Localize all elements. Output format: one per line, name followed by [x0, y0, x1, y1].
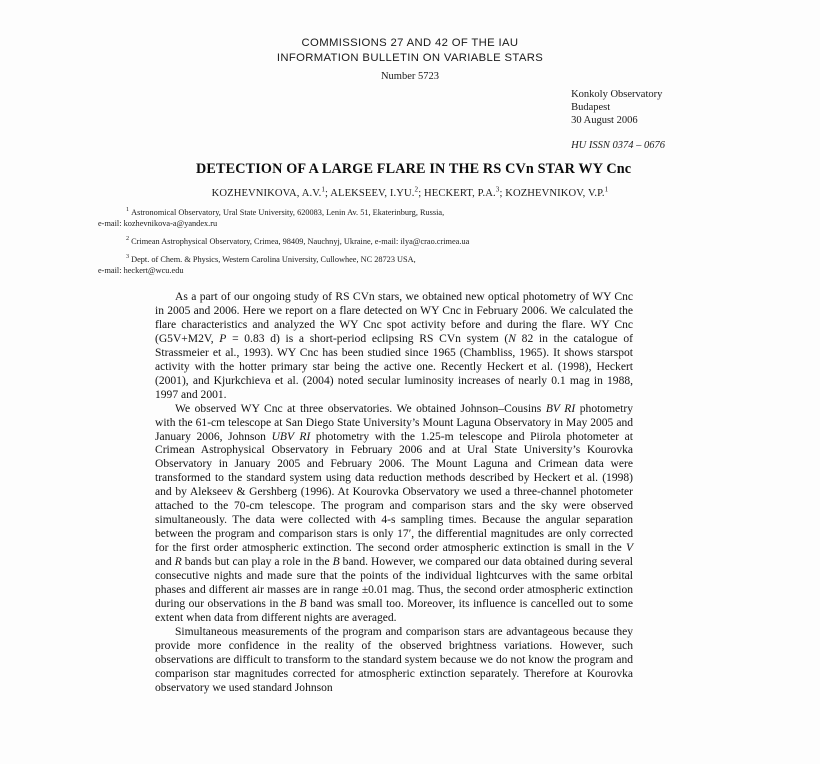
- paragraph-2-part-e: bands but can play a role in the: [181, 556, 333, 569]
- paragraph-2-part-c: photometry with the 1.25-m telescope and Piirola photometer at Crimean Astrophysical Observatory in February 2006 and at Ural State University’s Kourovka Observatory in January 2005 and February 2006. The Mount Laguna and Crimean data were transformed to the standard system using data reduction methods described by Heckert et al. (1998) and by Alekseev & Gershberg (1996). At Kourovka Observatory we used a three-channel photometer attached to the 70-cm telescope. The program and comparison stars and the sky were observed simultaneously. The data were collected with 4-s sampling times. Because the angular separation between the program and comparison stars is only 17′, the differential magnitudes are only corrected for the first order atmospheric extinction. The second order atmospheric extinction is small in the: [155, 430, 633, 555]
- body-text: [155, 291, 633, 696]
- affiliation-marker: 2: [126, 235, 130, 243]
- affiliation-marker: 3: [126, 253, 130, 261]
- affiliation-email: e-mail: kozhevnikova-a@yandex.ru: [98, 219, 218, 229]
- symbol-bvri: BV RI: [545, 402, 576, 415]
- author-separator-3: ;: [499, 188, 506, 199]
- affiliation-marker: 1: [126, 206, 130, 214]
- author-name-3: HECKERT, P.A.: [424, 188, 496, 199]
- masthead: [0, 36, 820, 82]
- author-affil-marker-2: 2: [414, 185, 419, 194]
- paragraph-2-part-g: band was small too. Moreover, its influence is cancelled out to some extent when data from different nights are averaged.: [155, 597, 633, 624]
- imprint-date: 30 August 2006: [571, 115, 638, 127]
- imprint-city: Budapest: [571, 102, 611, 114]
- paragraph-2: [155, 403, 633, 626]
- symbol-period: P: [219, 332, 227, 345]
- affiliation-text: Astronomical Observatory, Ural State University, 620083, Lenin Av. 51, Ekaterinburg, Russia,: [131, 208, 445, 217]
- author-name-1: KOZHEVNIKOVA, A.V.: [211, 188, 322, 199]
- imprint-block: [571, 88, 665, 152]
- paragraph-1-part-b: = 0.83 d) is a short-period eclipsing RS CVn system (: [226, 332, 509, 345]
- author-name-2: ALEKSEEV, I.YU.: [330, 188, 415, 199]
- imprint-observatory: Konkoly Observatory: [571, 89, 663, 100]
- author-list: [0, 185, 820, 199]
- affiliation-list: [98, 207, 658, 283]
- affiliation-item: [98, 254, 658, 277]
- paragraph-2-part-b: photometry with the 61-cm telescope at San Diego State University’s Mount Laguna Observatory in May 2005 and January 2006, Johnson: [155, 402, 634, 443]
- paragraph-3: Simultaneous measurements of the program and comparison stars are advantageous because they provide more confidence in the reality of the observed brightness variations. However, such observations are difficult to transform to the standard system because we do not know the program and comparison star magnitudes corrected for atmospheric extinction separately. Therefore at Kourovka observatory we used standard Johnson: [155, 625, 633, 694]
- paragraph-2-part-a: We observed WY Cnc at three observatories. We obtained Johnson–Cousins: [175, 402, 546, 415]
- symbol-catalogue-n: N: [508, 332, 516, 345]
- affiliation-text: Dept. of Chem. & Physics, Western Carolina University, Cullowhee, NC 28723 USA,: [131, 255, 416, 264]
- paragraph-1-part-c: 82 in the catalogue of Strassmeier et al., 1993). WY Cnc has been studied since 1965 (Chambliss, 1965). It shows starspot activity with the hotter primary star being the active one. Recently Heckert et al. (1998), Heckert (2001), and Kjurkchieva et al. (2004) noted secular luminosity increases of nearly 0.1 mag in 1988, 1997 and 2001.: [155, 332, 633, 401]
- symbol-band-b: B: [332, 556, 340, 569]
- masthead-line-1: COMMISSIONS 27 AND 42 OF THE IAU: [301, 37, 519, 49]
- paper-title: DETECTION OF A LARGE FLARE IN THE RS CVn STAR WY Cnc: [196, 161, 632, 177]
- masthead-line-2: INFORMATION BULLETIN ON VARIABLE STARS: [276, 52, 544, 64]
- author-affil-marker-3: 3: [495, 185, 500, 194]
- paragraph-1-part-a: As a part of our ongoing study of RS CVn stars, we obtained new optical photometry of WY Cnc in 2005 and 2006. Here we report on a flare detected on WY Cnc in February 2006. We calculated the flare characteristics and analyzed the WY Cnc spot activity before and during the flare. WY Cnc (G5V+M2V,: [155, 291, 633, 345]
- issue-number: Number 5723: [380, 71, 440, 82]
- affiliation-email: e-mail: heckert@wcu.edu: [98, 266, 184, 276]
- author-separator-1: ;: [325, 188, 331, 199]
- paragraph-2-part-f: band. However, we compared our data obtained during several consecutive nights and made sure that the points of the individual lightcurves with the same orbital phases and different air masses are in range ±0.01 mag. Thus, the second order atmospheric extinction during our observations in the: [155, 556, 633, 610]
- author-affil-marker-1: 1: [321, 185, 326, 194]
- affiliation-text: Crimean Astrophysical Observatory, Crimea, 98409, Nauchnyj, Ukraine, e-mail: ilya@crao.crimea.ua: [131, 237, 470, 247]
- affiliation-item: [98, 207, 658, 230]
- paragraph-1: [155, 291, 633, 403]
- author-name-4: KOZHEVNIKOV, V.P.: [505, 188, 605, 199]
- symbol-ubvri: UBV RI: [271, 430, 311, 443]
- symbol-band-v: V: [625, 542, 633, 555]
- symbol-band-b-2: B: [299, 597, 307, 610]
- imprint-issn: HU ISSN 0374 – 0676: [571, 139, 665, 151]
- author-affil-marker-4: 1: [604, 185, 609, 194]
- author-separator-2: ;: [418, 188, 425, 199]
- affiliation-item: [98, 236, 658, 247]
- symbol-band-r: R: [174, 556, 182, 569]
- paragraph-2-part-d: and: [155, 556, 175, 569]
